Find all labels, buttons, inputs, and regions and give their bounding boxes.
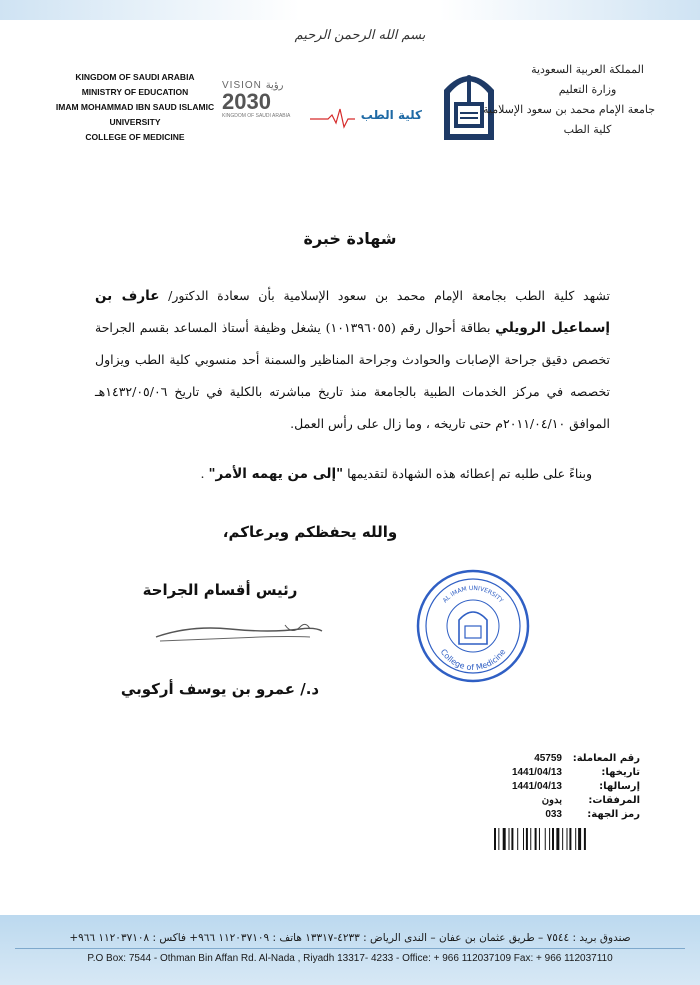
vision-sub: KINGDOM OF SAUDI ARABIA (222, 113, 291, 119)
english-line-university-2: UNIVERSITY (109, 117, 161, 127)
signatory-name: د./ عمرو بن يوسف أركوبي (120, 680, 320, 698)
basmala: بسم الله الرحمن الرحيم (294, 28, 426, 43)
document-title: شهادة خبرة (303, 229, 397, 248)
barcode-bar (530, 828, 531, 850)
purpose-text: وبناءً على طلبه تم إعطائه هذه الشهادة لتقديمها (343, 466, 592, 481)
certificate-purpose (95, 466, 610, 482)
arabic-letterhead (483, 60, 655, 140)
arabic-line-ministry: وزارة التعليم (558, 83, 617, 96)
barcode-bar (578, 828, 581, 850)
barcode-bar (552, 828, 554, 850)
college-stamp-seal (415, 568, 531, 684)
body-details: بطاقة أحوال رقم (١٠١٣٩٦٠٥٥) يشغل وظيفة أستاذ المساعد بقسم الجراحة تخصص دقيق جراحة الإصابات والحوادث وجراحة المناظير والسمنة أحد منسوبي كلية الطب ويزاول تخصصه في مركز الخدمات الطبية بالجامعة منذ تاريخ مباشرته بالكلية في تاريخ ١٤٣٢/٠٥/٠٦هـ الموافق ٢٠١١/٠٤/١٠م حتى تاريخه ، وما زال على رأس العمل. (95, 320, 610, 431)
arabic-line-university: جامعة الإمام محمد بن سعود الإسلامية (483, 103, 655, 116)
transaction-meta (430, 753, 640, 823)
footer-address-arabic: صندوق بريد : ٧٥٤٤ – طريق عثمان بن عفان – الندى الرياض : ٤٢٣٣-١٣٣١٧ هاتف : ١١٢٠٣٧١٠٩ ٩٦٦+ فاكس : ١١٢٠٣٧١٠٨ ٩٦٦+ (69, 932, 631, 944)
meta-label: المرفقات: (588, 795, 640, 806)
barcode-bar (503, 828, 506, 850)
barcode-bar (523, 828, 524, 850)
svg-text:AL IMAM UNIVERSITY (442, 585, 505, 605)
meta-label: تاريخها: (601, 767, 640, 778)
meta-row-entity-code (430, 809, 640, 823)
doctor-name: عارف بن إسماعيل الرويلي (95, 288, 610, 336)
barcode-bar (545, 828, 546, 850)
stamp-text-bottom: College of Medicine (438, 647, 508, 673)
certificate-body (95, 280, 610, 440)
english-line-country: KINGDOM OF SAUDI ARABIA (75, 72, 195, 82)
barcode-bar (556, 828, 559, 850)
footer-band (0, 915, 700, 985)
stamp-text-top: AL IMAM UNIVERSITY (441, 584, 505, 605)
english-line-ministry: MINISTRY OF EDUCATION (81, 87, 189, 97)
english-letterhead (55, 70, 215, 145)
barcode-bar (549, 828, 550, 850)
meta-value: 45759 (534, 753, 562, 764)
vision-label: VISION رؤية (222, 80, 284, 91)
arabic-line-college: كلية الطب (563, 123, 612, 136)
meta-value: 033 (545, 809, 562, 820)
barcode-bar (535, 828, 537, 850)
barcode-bar (562, 828, 563, 850)
handwritten-signature (150, 615, 330, 655)
barcode-bar (511, 828, 513, 850)
footer-address-english: P.O Box: 7544 - Othman Bin Affan Rd. Al-Nada , Riyadh 13317- 4233 - Office: + 966 112037109 Fax: + 966 112037110 (87, 953, 613, 964)
english-line-college: COLLEGE OF MEDICINE (85, 132, 185, 142)
meta-row-date (430, 767, 640, 781)
vision-2030-logo (222, 80, 302, 130)
closing-line: والله يحفظكم ويرعاكم، (222, 523, 398, 541)
signatory-title: رئيس أقسام الجراحة (142, 581, 298, 599)
barcode-bar (569, 828, 571, 850)
english-line-university-1: IMAM MOHAMMAD IBN SAUD ISLAMIC (55, 102, 215, 112)
barcode (494, 828, 630, 850)
meta-value: 1441/04/13 (511, 767, 562, 778)
barcode-bar (494, 828, 496, 850)
meta-value: 1441/04/13 (511, 781, 562, 792)
meta-row-sent (430, 781, 640, 795)
svg-text:College of Medicine (439, 647, 508, 672)
barcode-bar (509, 828, 510, 850)
meta-row-attachments (430, 795, 640, 809)
vision-year: 2030 (222, 89, 271, 114)
barcode-bar (526, 828, 528, 850)
footer-divider (15, 948, 685, 949)
meta-label: رقم المعاملة: (572, 753, 640, 764)
barcode-bar (539, 828, 540, 850)
body-intro: تشهد كلية الطب بجامعة الإمام محمد بن سعود الإسلامية بأن سعادة الدكتور/ (159, 288, 610, 303)
barcode-bar (567, 828, 568, 850)
barcode-bar (498, 828, 499, 850)
barcode-bar (584, 828, 586, 850)
meta-row-transaction-number (430, 753, 640, 767)
meta-label: رمز الجهة: (587, 809, 640, 820)
to-whom-it-may-concern: "إلى من يهمه الأمر" (208, 466, 344, 482)
meta-value: بدون (541, 795, 562, 806)
college-medicine-logo-text: كلية الطب (360, 108, 422, 122)
meta-label: إرسالها: (599, 781, 640, 792)
purpose-end: . (200, 466, 209, 481)
top-left-corner-gradient (0, 0, 300, 20)
top-right-corner-gradient (440, 0, 700, 20)
barcode-bar (575, 828, 576, 850)
barcode-bar (517, 828, 518, 850)
arabic-line-country: المملكة العربية السعودية (531, 63, 644, 76)
